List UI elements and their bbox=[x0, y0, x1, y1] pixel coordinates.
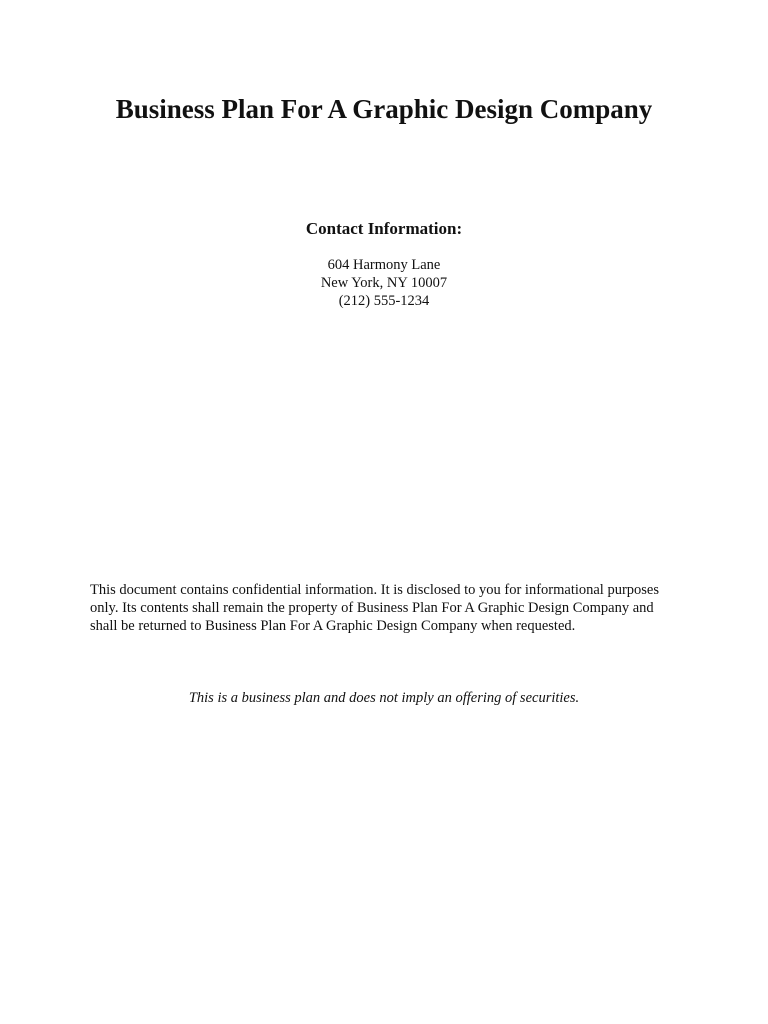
contact-address-block bbox=[0, 256, 768, 310]
phone-number: (212) 555-1234 bbox=[338, 293, 430, 309]
document-title: Business Plan For A Graphic Design Company bbox=[115, 94, 653, 124]
securities-disclaimer: This is a business plan and does not imply an offering of securities. bbox=[188, 690, 580, 706]
contact-heading: Contact Information: bbox=[305, 219, 463, 238]
address-line-2: New York, NY 10007 bbox=[320, 275, 448, 291]
address-line-1: 604 Harmony Lane bbox=[327, 257, 441, 273]
confidentiality-notice: This document contains confidential information. It is disclosed to you for informational purposes only. Its contents shall remain the property of Business Plan For A Graphic Design Company and shall be returned to Business Plan For A Graphic Design Company when requested. bbox=[90, 582, 660, 634]
